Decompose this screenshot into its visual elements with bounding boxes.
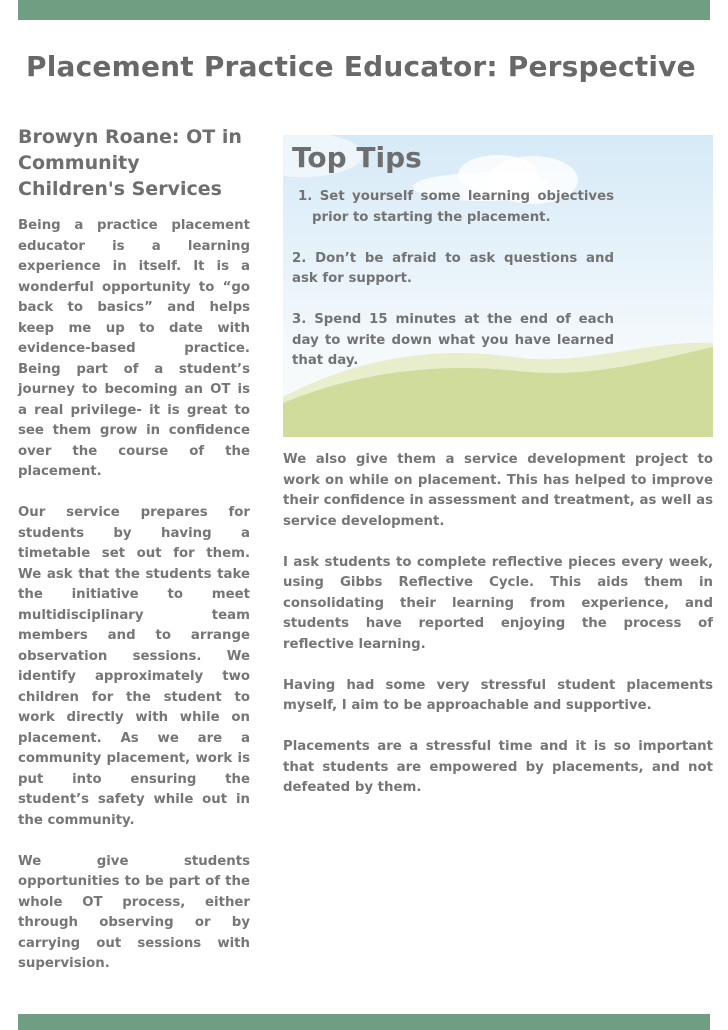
- tip-text: Spend 15 minutes at the end of each day to write down what you have learned that day.: [292, 312, 614, 368]
- top-tips-box: [283, 135, 713, 437]
- tip-item: [292, 249, 614, 290]
- top-tips-content: [292, 141, 614, 392]
- top-accent-bar: [18, 0, 710, 20]
- top-tips-list: [292, 187, 614, 372]
- tip-number: 2.: [292, 250, 307, 266]
- tip-text: Don’t be afraid to ask questions and ask for support.: [292, 250, 614, 286]
- tip-text: Set yourself some learning objectives prior to starting the placement.: [312, 189, 615, 225]
- tip-item: [292, 187, 614, 228]
- right-column: [283, 450, 713, 819]
- bottom-accent-bar: [18, 1014, 710, 1030]
- tip-item: [292, 310, 614, 372]
- body-paragraph: We also give them a service development project to work on while on placement. This has helped to improve their confidence in assessment and treatment, as well as service development.: [283, 452, 713, 529]
- body-paragraph: Having had some very stressful student placements myself, I aim to be approachable and supportive.: [283, 677, 713, 713]
- body-paragraph: Placements are a stressful time and it is so important that students are empowered by placements, and not defeated by them.: [283, 739, 713, 795]
- body-paragraph: I ask students to complete reflective pieces every week, using Gibbs Reflective Cycle. This aids them in consolidating their learning from experience, and students have reported enjoying the process of reflective learning.: [283, 554, 713, 652]
- tip-number: 1.: [298, 189, 313, 204]
- top-tips-title: Top Tips: [292, 141, 422, 174]
- body-paragraph: Being a practice placement educator is a learning experience in itself. It is a wonderful opportunity to “go back to basics” and helps keep me up to date with evidence-based practice. Being part of a student’s journey to becoming an OT is a real privilege- it is great to see them grow in confidence over the course of the placement.: [18, 218, 250, 479]
- tip-number: 3.: [292, 312, 307, 327]
- page-title: Placement Practice Educator: Perspective: [26, 50, 696, 83]
- body-paragraph: We give students opportunities to be part of the whole OT process, either through observing or by carrying out sessions with supervision.: [18, 853, 250, 971]
- body-paragraph: Our service prepares for students by having a timetable set out for them. We ask that the students take the initiative to meet multidisciplinary team members and to arrange observation sessions. We identify approximately two children for the student to work directly with while on placement. As we are a community placement, work is put into ensuring the student’s safety while out in the community.: [18, 505, 250, 828]
- left-column: [18, 124, 250, 995]
- author-heading: Browyn Roane: OT in Community Children's Services: [18, 126, 242, 200]
